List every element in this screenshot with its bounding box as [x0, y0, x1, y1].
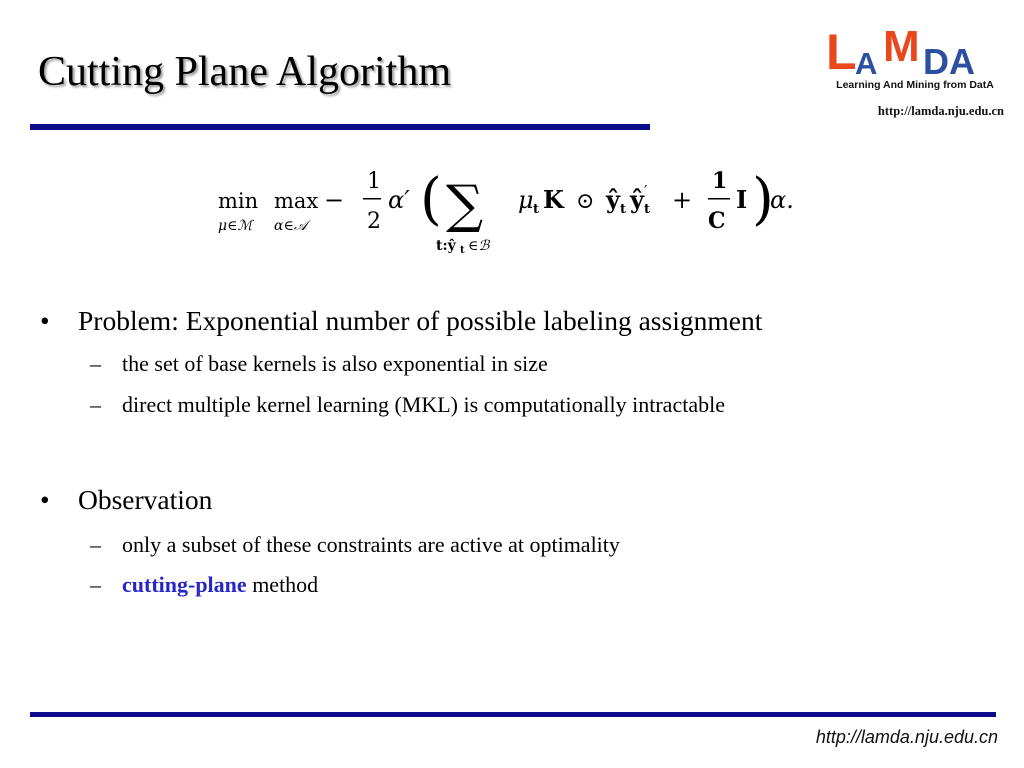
footer-url: http://lamda.nju.edu.cn [815, 727, 998, 747]
slide-title: Cutting Plane Algorithm [38, 49, 452, 95]
objective-formula [210, 160, 820, 260]
logo-subtitle: Learning And Mining from DatA [836, 79, 994, 91]
svg-text:K: K [543, 185, 564, 214]
svg-text:min: min [218, 189, 259, 213]
bullet-text: Observation [78, 484, 213, 515]
svg-text:t: t [460, 245, 465, 256]
svg-text:+: + [672, 186, 693, 214]
svg-text:t:ŷ: t:ŷ [436, 238, 456, 254]
svg-text:α′: α′ [388, 186, 410, 214]
sub-bullet-dash: – [90, 532, 101, 557]
lamda-logo [826, 20, 1004, 120]
svg-text:): ) [752, 167, 774, 232]
svg-text:DA: DA [923, 41, 975, 82]
svg-text:max: max [274, 189, 319, 213]
footer-rule [30, 712, 996, 717]
svg-text:L: L [826, 24, 857, 80]
svg-text:∈ℬ: ∈ℬ [468, 238, 490, 254]
svg-text:ŷ: ŷ [630, 185, 644, 214]
sub-bullet-text: the set of base kernels is also exponential in size [122, 351, 548, 376]
bullet-dot: • [40, 305, 50, 336]
sub-bullet-text: only a subset of these constraints are active at optimality [122, 532, 620, 557]
sub-bullet-text [122, 571, 318, 599]
svg-text:(: ( [420, 167, 442, 232]
svg-text:∑: ∑ [446, 175, 484, 235]
logo-url: http://lamda.nju.edu.cn [877, 104, 1004, 118]
svg-text:1: 1 [712, 168, 728, 194]
svg-text:μ∈ℳ: μ∈ℳ [218, 218, 253, 234]
title-underline [30, 124, 650, 130]
bullet-text: Problem: Exponential number of possible labeling assignment [78, 305, 763, 336]
svg-text:μ: μ [518, 186, 534, 214]
svg-text:M: M [883, 22, 920, 71]
svg-text:⊙: ⊙ [576, 189, 595, 214]
svg-text:′: ′ [644, 182, 648, 200]
svg-text:t: t [644, 202, 651, 217]
svg-text:−: − [324, 186, 345, 214]
sub-bullet-dash: – [90, 572, 101, 597]
sub-bullet-dash: – [90, 351, 101, 376]
sub-bullet-text: direct multiple kernel learning (MKL) is computationally intractable [122, 392, 725, 417]
svg-text:t: t [620, 202, 627, 217]
sub-bullet-dash: – [90, 392, 101, 417]
svg-text:I: I [736, 185, 748, 214]
svg-text:2: 2 [367, 209, 381, 234]
lamda-logo-mark [826, 20, 1004, 82]
svg-text:A: A [855, 46, 878, 81]
svg-text:α.: α. [770, 186, 794, 214]
svg-text:t: t [533, 202, 540, 217]
svg-text:1: 1 [367, 169, 381, 194]
bullet-dot: • [40, 484, 50, 515]
svg-text:ŷ: ŷ [606, 185, 620, 214]
highlight-term: cutting-plane [122, 572, 247, 597]
sub-bullet-suffix: method [246, 572, 319, 597]
svg-text:α∈𝒜: α∈𝒜 [274, 218, 308, 234]
svg-text:C: C [708, 208, 726, 234]
